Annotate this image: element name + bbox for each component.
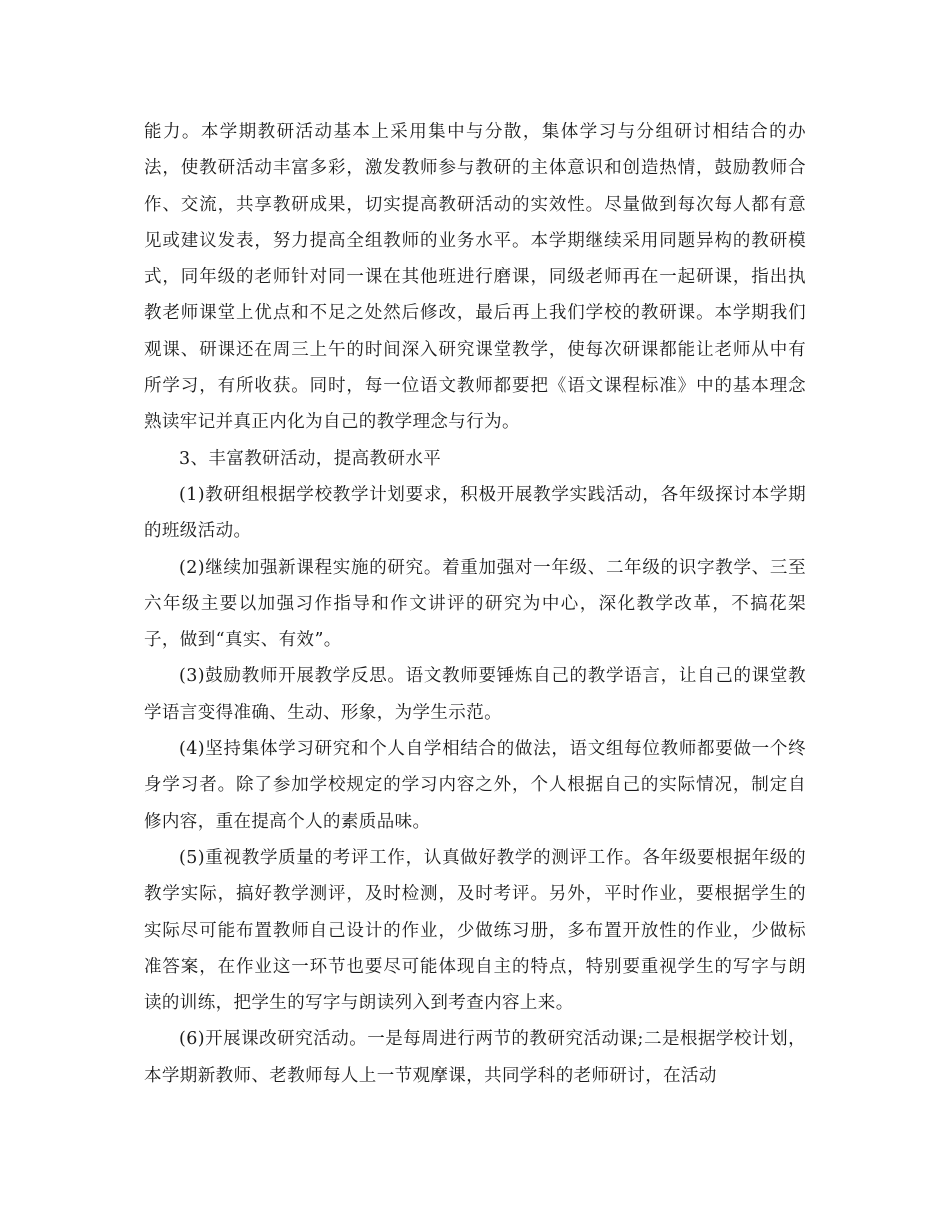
document-page: [144, 114, 806, 1094]
list-item-6: (6)开展课改研究活动。一是每周进行两节的教研究活动课;二是根据学校计划，本学期新教师、老教师每人上一节观摩课，共同学科的老师研讨，在活动: [144, 1029, 806, 1086]
list-item-4: (4)坚持集体学习研究和个人自学相结合的做法，语文组每位教师都要做一个终身学习者。除了参加学校规定的学习内容之外，个人根据自己的实际情况，制定自修内容，重在提高个人的素质品味。: [144, 739, 806, 832]
paragraph-continuation: 能力。本学期教研活动基本上采用集中与分散，集体学习与分组研讨相结合的办法，使教研活动丰富多彩，激发教师参与教研的主体意识和创造热情，鼓励教师合作、交流，共享教研成果，切实提高教研活动的实效性。尽量做到每次每人都有意见或建议发表，努力提高全组教师的业务水平。本学期继续采用同题异构的教研模式，同年级的老师针对同一课在其他班进行磨课，同级老师再在一起研课，指出执教老师课堂上优点和不足之处然后修改，最后再上我们学校的教研课。本学期我们观课、研课还在周三上午的时间深入研究课堂教学，使每次研课都能让老师从中有所学习，有所收获。同时，每一位语文教师都要把《语文课程标准》中的基本理念熟读牢记并真正内化为自己的教学理念与行为。: [144, 122, 806, 433]
list-item-2: (2)继续加强新课程实施的研究。着重加强对一年级、二年级的识字教学、三至六年级主要以加强习作指导和作文讲评的研究为中心，深化教学改革，不搞花架子，做到“真实、有效”。: [144, 557, 806, 651]
list-item-1: (1)教研组根据学校教学计划要求，积极开展教学实践活动，各年级探讨本学期的班级活动。: [144, 484, 806, 542]
list-item-5: (5)重视教学质量的考评工作，认真做好教学的测评工作。各年级要根据年级的教学实际，搞好教学测评，及时检测，及时考评。另外，平时作业，要根据学生的实际尽可能布置教师自己设计的作业，少做练习册，多布置开放性的作业，少做标准答案，在作业这一环节也要尽可能体现自主的特点，特别要重视学生的写字与朗读的训练，把学生的写字与朗读列入到考查内容上来。: [144, 847, 806, 1014]
section-heading-3: 3、丰富教研活动，提高教研水平: [179, 448, 442, 469]
list-item-3: (3)鼓励教师开展教学反思。语文教师要锤炼自己的教学语言，让自己的课堂教学语言变得准确、生动、形象，为学生示范。: [144, 666, 806, 723]
